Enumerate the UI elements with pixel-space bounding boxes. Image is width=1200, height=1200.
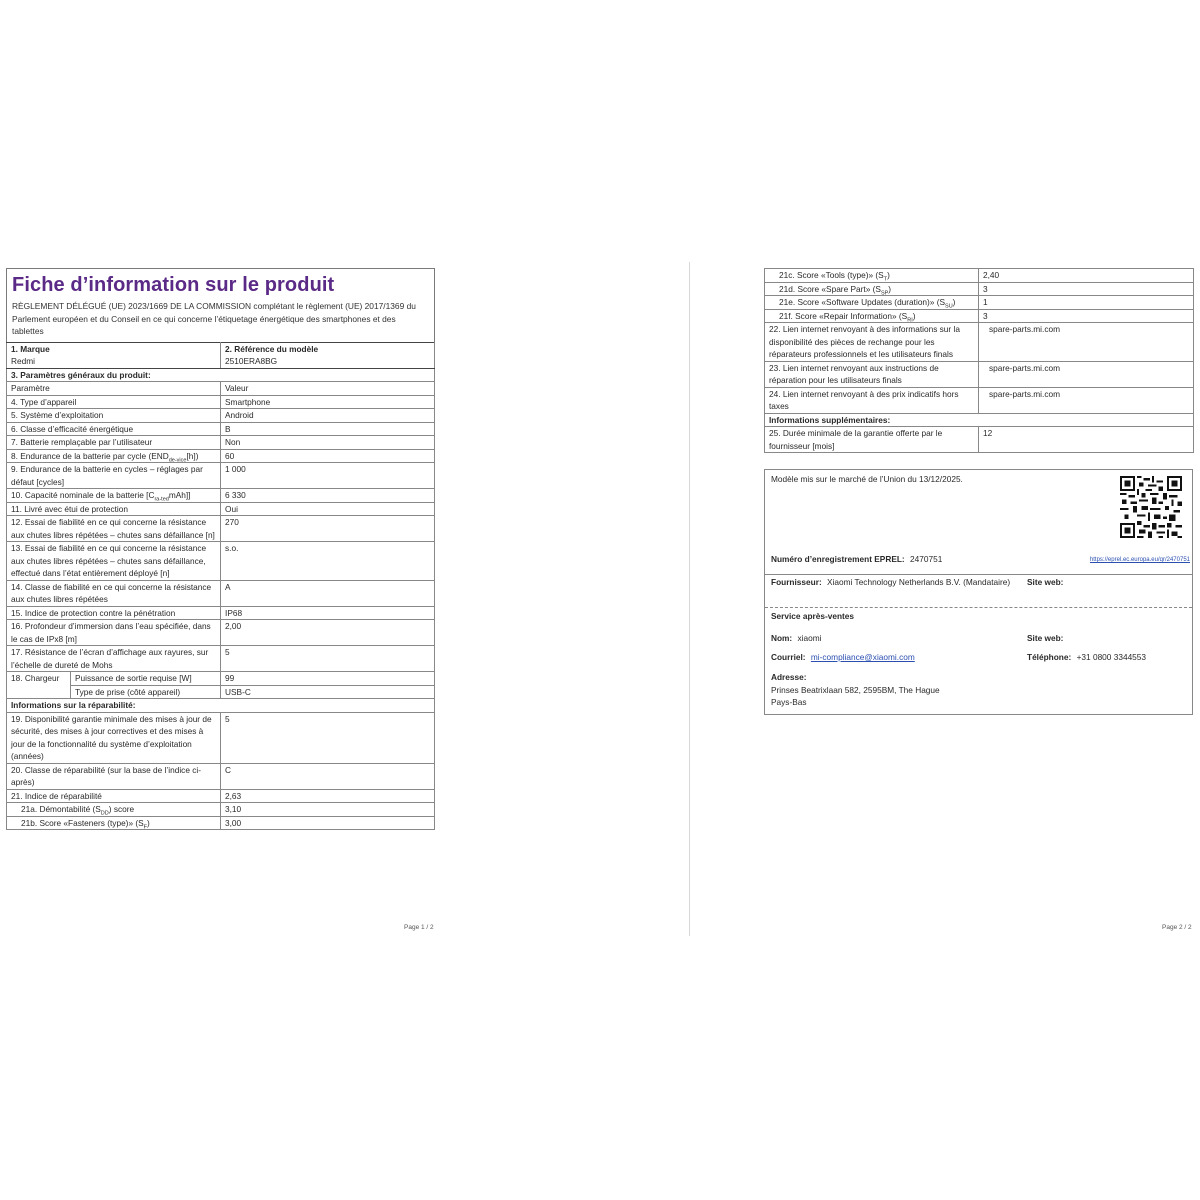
row-value: 6 330 [221, 489, 435, 503]
service-email [771, 651, 915, 664]
row-value: Oui [221, 502, 435, 516]
row21a-sub: DD [100, 810, 109, 817]
table-row [7, 606, 435, 620]
row-label: 23. Lien internet renvoyant aux instructions de réparation pour les utilisateurs finals [765, 361, 979, 387]
row21c-label: 21c. Score «Tools (type)» (S [779, 270, 884, 280]
row-value: Non [221, 436, 435, 450]
charger-label: 18. Chargeur [7, 672, 71, 699]
table-row [7, 542, 435, 581]
model-value: 2510ERA8BG [225, 356, 278, 366]
row-label: 16. Profondeur d’immersion dans l’eau spécifiée, dans le cas de IPx8 [m] [7, 620, 221, 646]
row-value: 3,10 [221, 803, 435, 817]
row-value: 60 [221, 449, 435, 463]
table-row [7, 502, 435, 516]
eprel-value: 2470751 [910, 554, 943, 564]
table-row [765, 282, 1194, 296]
charger-plug-label: Type de prise (côté appareil) [71, 685, 221, 699]
name-label: Nom: [771, 633, 793, 643]
row-label: 5. Système d’exploitation [7, 409, 221, 423]
row8-unit: [h]) [186, 450, 199, 461]
row21f-unit: ) [912, 310, 916, 321]
row21e-sub: SU [945, 303, 953, 310]
section-row [7, 368, 435, 382]
market-info-box [764, 469, 1193, 715]
table-row [7, 672, 435, 686]
row8-sub: de-vice [168, 457, 187, 464]
page-2 [764, 268, 1193, 715]
market-text: Modèle mis sur le marché de l’Union du 13/12/2025. [771, 474, 963, 484]
page-1 [6, 268, 435, 830]
row-label: 19. Disponibilité garantie minimale des mises à jour de sécurité, des mises à jour correctives et des mises à jour de la fonctionnalité du système d’exploitation (années) [7, 712, 221, 763]
row-value: C [221, 763, 435, 789]
table-row [765, 296, 1194, 310]
eprel-label: Numéro d’enregistrement EPREL: [771, 554, 905, 564]
prices-link[interactable]: spare-parts.mi.com [979, 387, 1194, 413]
brand-label: 1. Marque [11, 343, 50, 354]
table-row [7, 516, 435, 542]
row-label [765, 296, 979, 310]
row-label: 7. Batterie remplaçable par l’utilisateur [7, 436, 221, 450]
row-value: B [221, 422, 435, 436]
table-row [765, 387, 1194, 413]
table-row [7, 646, 435, 672]
service-section [765, 608, 1192, 714]
table-row [7, 580, 435, 606]
section-general: 3. Paramètres généraux du produit: [7, 368, 435, 382]
table-row [765, 361, 1194, 387]
row-value: 1 000 [221, 463, 435, 489]
row-label: 15. Indice de protection contre la pénétration [7, 606, 221, 620]
table-row [7, 620, 435, 646]
brand-cell [7, 342, 221, 368]
section-extra: Informations supplémentaires: [765, 413, 1194, 427]
row21f-label: 21f. Score «Repair Information» (S [779, 310, 908, 321]
row-label: 12. Essai de fiabilité en ce qui concerne la résistance aux chutes libres répétées – chutes sans défaillance [n] [7, 516, 221, 542]
row-label: 24. Lien internet renvoyant à des prix indicatifs hors taxes [765, 387, 979, 413]
repair-info-table [764, 268, 1194, 453]
table-row [7, 803, 435, 817]
row21c-unit: ) [887, 270, 890, 280]
param-header: Paramètre [7, 382, 221, 396]
row21a-unit: ) score [108, 804, 135, 814]
row-value: IP68 [221, 606, 435, 620]
row21f-sub: RI [907, 317, 913, 324]
row-value: 12 [979, 427, 1194, 453]
page-divider [689, 262, 690, 936]
row-value: 2,63 [221, 789, 435, 803]
table-row [7, 685, 435, 699]
row-value: s.o. [221, 542, 435, 581]
charger-power-label: Puissance de sortie requise [W] [71, 672, 221, 686]
row-value: 3 [979, 282, 1194, 296]
table-row [7, 342, 435, 368]
page-number-2: Page 2 / 2 [1162, 924, 1192, 931]
model-label: 2. Référence du modèle [225, 343, 319, 354]
row-label [765, 282, 979, 296]
row-value: 2,40 [979, 269, 1194, 283]
model-cell [221, 342, 435, 368]
charger-plug-value: USB-C [221, 685, 435, 699]
page-number-1: Page 1 / 2 [404, 924, 434, 931]
row8-label: 8. Endurance de la batterie par cycle (END [11, 450, 169, 461]
row-label: 4. Type d’appareil [7, 395, 221, 409]
service-site-label: Site web: [1027, 633, 1064, 643]
row-label: 21. Indice de réparabilité [7, 789, 221, 803]
address-label: Adresse: [771, 672, 807, 682]
supplier-section [765, 575, 1192, 608]
table-row [7, 712, 435, 763]
supplier-site-label: Site web: [1027, 577, 1064, 587]
service-phone [1027, 651, 1146, 664]
supplier-label: Fournisseur: [771, 577, 822, 587]
table-row [7, 763, 435, 789]
repair-instructions-link[interactable]: spare-parts.mi.com [979, 361, 1194, 387]
row-value: 3,00 [221, 816, 435, 830]
row21d-unit: ) [888, 283, 892, 294]
row-value: 5 [221, 646, 435, 672]
row21e-unit: ) [952, 297, 956, 307]
table-row [7, 422, 435, 436]
row21e-label: 21e. Score «Software Updates (duration)» (S [779, 297, 946, 307]
row21b-label: 21b. Score «Fasteners (type)» (S [21, 817, 144, 828]
service-title: Service après-ventes [771, 611, 855, 621]
row-label [7, 489, 221, 503]
value-header: Valeur [221, 382, 435, 396]
row-value: 5 [221, 712, 435, 763]
row-label: 22. Lien internet renvoyant à des informations sur la disponibilité des pièces de rechange pour les réparateurs professionnels et les utilisateurs finals [765, 323, 979, 362]
section-row [765, 413, 1194, 427]
regulation-text: RÈGLEMENT DÉLÉGUÉ (UE) 2023/1669 DE LA COMMISSION complétant le règlement (UE) 2017/1369 du Parlement européen et du Conseil en ce qui concerne l’étiquetage énergétique des smartphones et des tablettes [12, 301, 416, 336]
section-row [7, 699, 435, 713]
market-section [765, 470, 1192, 575]
table-row [765, 323, 1194, 362]
table-row [7, 382, 435, 396]
row21d-label: 21d. Score «Spare Part» (S [779, 283, 881, 294]
row-label [7, 816, 221, 830]
row10-label: 10. Capacité nominale de la batterie [C [11, 490, 155, 500]
address-line-1: Prinses Beatrixlaan 582, 2595BM, The Hague [771, 684, 940, 695]
document-title: Fiche d’information sur le produit [12, 274, 335, 296]
row-value: Smartphone [221, 395, 435, 409]
table-row [7, 449, 435, 463]
table-row [7, 395, 435, 409]
phone-label: Téléphone: [1027, 652, 1072, 662]
qr-code-icon[interactable] [1120, 476, 1182, 538]
row-label [765, 269, 979, 283]
row-value: 270 [221, 516, 435, 542]
row-label [7, 803, 221, 817]
row21d-sub: SP [880, 290, 889, 297]
row21a-label: 21a. Démontabilité (S [21, 804, 101, 814]
table-row [7, 436, 435, 450]
row-label: 9. Endurance de la batterie en cycles – réglages par défaut [cycles] [7, 463, 221, 489]
phone-value: +31 0800 3344553 [1076, 652, 1147, 662]
email-label: Courriel: [771, 652, 806, 662]
section-repair: Informations sur la réparabilité: [7, 699, 435, 713]
row-value: 2,00 [221, 620, 435, 646]
table-row [7, 463, 435, 489]
row10-unit: mAh]] [168, 490, 191, 500]
brand-value: Redmi [11, 356, 35, 366]
email-link[interactable]: mi-compliance@xiaomi.com [810, 652, 915, 662]
row-value: 1 [979, 296, 1194, 310]
row10-sub: ra-ted [154, 496, 169, 503]
service-name [771, 632, 822, 645]
address-line-2: Pays-Bas [771, 697, 807, 707]
table-row [765, 309, 1194, 323]
row-label: 14. Classe de fiabilité en ce qui concerne la résistance aux chutes libres répétées [7, 580, 221, 606]
row-label: 6. Classe d’efficacité énergétique [7, 422, 221, 436]
row-value: A [221, 580, 435, 606]
service-address [771, 671, 940, 709]
row-label [7, 449, 221, 463]
row-label: 17. Résistance de l’écran d’affichage aux rayures, sur l’échelle de dureté de Mohs [7, 646, 221, 672]
table-row [7, 816, 435, 830]
eprel-row [771, 553, 1190, 566]
row-value: Android [221, 409, 435, 423]
product-info-table [6, 342, 435, 831]
table-row [7, 489, 435, 503]
row-label: 25. Durée minimale de la garantie offerte par le fournisseur [mois] [765, 427, 979, 453]
name-value: xiaomi [797, 633, 822, 643]
charger-power-value: 99 [221, 672, 435, 686]
row-label [765, 309, 979, 323]
row-value: 3 [979, 309, 1194, 323]
row-label: 20. Classe de réparabilité (sur la base de l’indice ci-après) [7, 763, 221, 789]
spare-parts-link[interactable]: spare-parts.mi.com [979, 323, 1194, 362]
table-row [765, 269, 1194, 283]
row-label: 11. Livré avec étui de protection [7, 502, 221, 516]
row21b-unit: ) [147, 817, 150, 828]
table-row [7, 409, 435, 423]
title-box [6, 268, 435, 342]
row-label: 13. Essai de fiabilité en ce qui concerne la résistance aux chutes libres répétées – chutes sans défaillance, effectué dans l’état entièrement déployé [n] [7, 542, 221, 581]
table-row [7, 789, 435, 803]
supplier-value: Xiaomi Technology Netherlands B.V. (Mandataire) [827, 577, 1011, 587]
row21b-sub: F [143, 824, 148, 831]
row21c-sub: T [883, 276, 888, 283]
table-row [765, 427, 1194, 453]
eprel-link[interactable]: https://eprel.ec.europa.eu/qr/2470751 [1089, 557, 1190, 563]
